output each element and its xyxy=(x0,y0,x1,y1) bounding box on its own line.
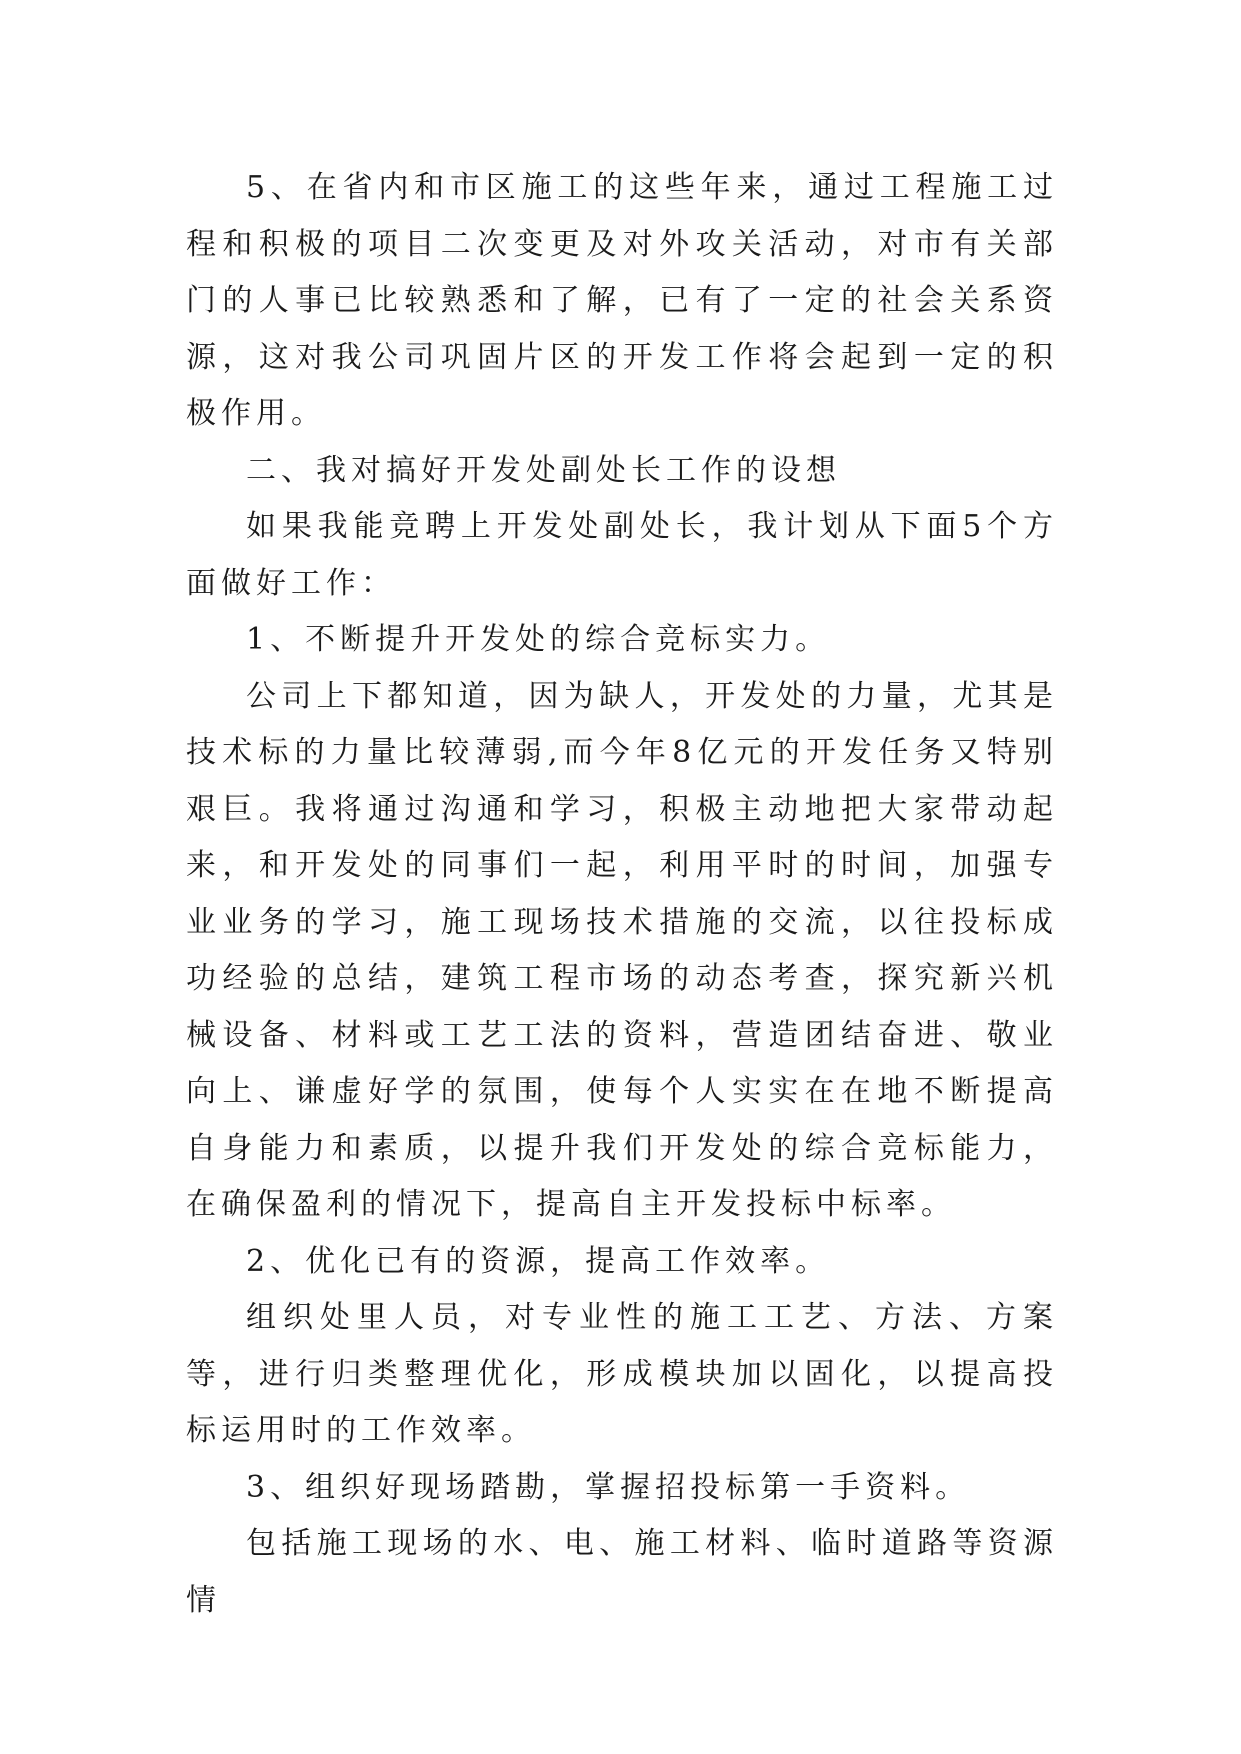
plan-item-1-body: 公司上下都知道，因为缺人，开发处的力量，尤其是技术标的力量比较薄弱,而今年8亿元的开发任务又特别艰巨。我将通过沟通和学习，积极主动地把大家带动起来，和开发处的同事们一起，利用平时的时间，加强专业业务的学习，施工现场技术措施的交流，以往投标成功经验的总结，建筑工程市场的动态考查，探究新兴机械设备、材料或工艺工法的资料，营造团结奋进、敬业向上、谦虚好学的氛围，使每个人实实在在地不断提高自身能力和素质，以提升我们开发处的综合竞标能力，在确保盈利的情况下，提高自主开发投标中标率。 xyxy=(186,678,1058,1222)
plan-item-1-heading: 1、不断提升开发处的综合竞标实力。 xyxy=(246,622,831,657)
section-heading-2: 二、我对搞好开发处副处长工作的设想 xyxy=(246,452,841,488)
document-body xyxy=(186,160,1058,1629)
plan-item-3-heading: 3、组织好现场踏勘，掌握招投标第一手资料。 xyxy=(246,1469,971,1505)
plan-item-2-heading: 2、优化已有的资源，提高工作效率。 xyxy=(246,1243,831,1279)
paragraph-point-5: 5、在省内和市区施工的这些年来，通过工程施工过程和积极的项目二次变更及对外攻关活动，对市有关部门的人事已比较熟悉和了解，已有了一定的社会关系资源，这对我公司巩固片区的开发工作将会起到一定的积极作用。 xyxy=(186,170,1058,431)
paragraph-plan-intro: 如果我能竞聘上开发处副处长，我计划从下面5个方面做好工作： xyxy=(186,509,1058,601)
plan-item-2-body: 组织处里人员，对专业性的施工工艺、方法、方案等，进行归类整理优化，形成模块加以固化，以提高投标运用时的工作效率。 xyxy=(186,1300,1058,1448)
plan-item-3-body: 包括施工现场的水、电、施工材料、临时道路等资源情 xyxy=(186,1526,1058,1618)
